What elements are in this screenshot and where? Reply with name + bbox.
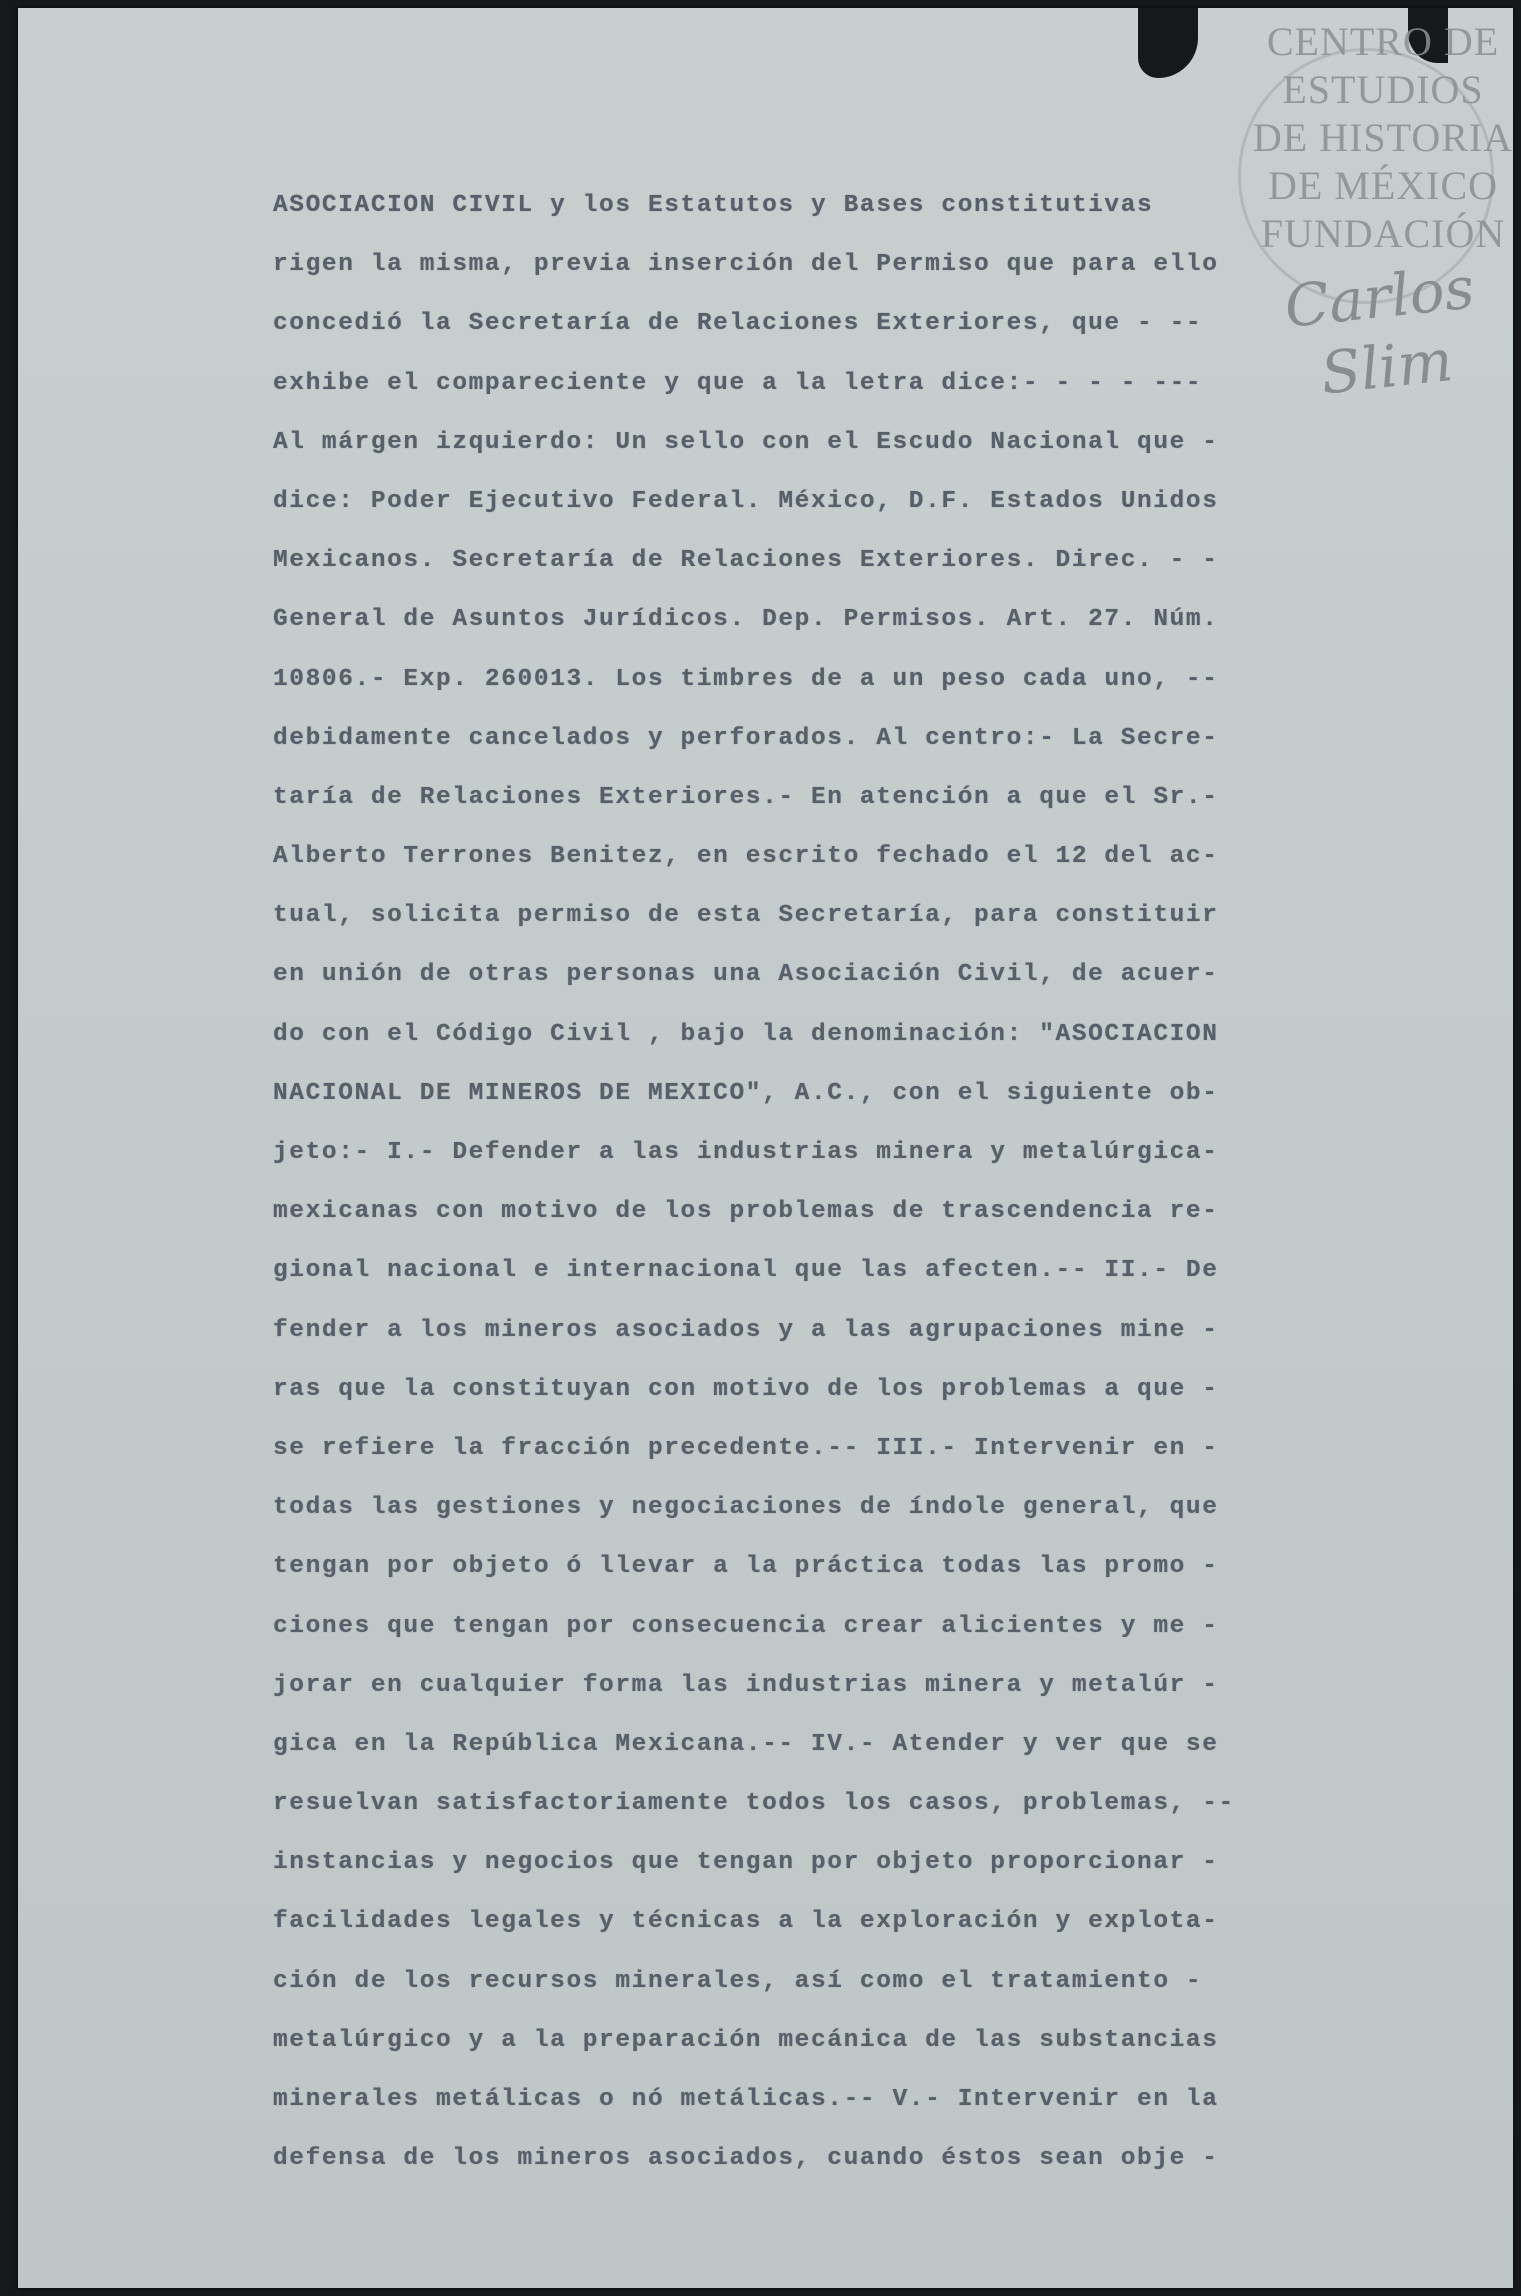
text-line: mexicanas con motivo de los problemas de trascendencia re- bbox=[273, 1198, 1219, 1226]
text-line: ras que la constituyan con motivo de los problemas a que - bbox=[273, 1375, 1219, 1403]
text-line: Mexicanos. Secretaría de Relaciones Exteriores. Direc. - - bbox=[273, 547, 1219, 575]
text-line: General de Asuntos Jurídicos. Dep. Permisos. Art. 27. Núm. bbox=[273, 606, 1219, 634]
text-line: resuelvan satisfactoriamente todos los casos, problemas, -- bbox=[273, 1790, 1235, 1818]
text-line: fender a los mineros asociados y a las agrupaciones mine - bbox=[273, 1316, 1219, 1344]
text-line: metalúrgico y a la preparación mecánica de las substancias bbox=[273, 2026, 1219, 2054]
stamp-line-1: CENTRO DE bbox=[1266, 19, 1500, 64]
text-line: ción de los recursos minerales, así como el tratamiento - bbox=[273, 1967, 1203, 1995]
text-line: concedió la Secretaría de Relaciones Exteriores, que - -- bbox=[273, 310, 1203, 338]
text-line: jeto:- I.- Defender a las industrias minera y metalúrgica- bbox=[273, 1139, 1219, 1166]
stamp-line-4: DE MÉXICO bbox=[1267, 163, 1499, 208]
text-line: defensa de los mineros asociados, cuando éstos sean obje - bbox=[273, 2145, 1219, 2173]
stamp-line-2: ESTUDIOS bbox=[1282, 67, 1484, 112]
text-line: Alberto Terrones Benitez, en escrito fechado el 12 del ac- bbox=[273, 843, 1219, 871]
text-line: jorar en cualquier forma las industrias minera y metalúr - bbox=[273, 1671, 1219, 1699]
text-line: minerales metálicas o nó metálicas.-- V.- Intervenir en la bbox=[273, 2086, 1219, 2113]
text-line: rigen la misma, previa inserción del Permiso que para ello bbox=[273, 251, 1219, 279]
text-line: gica en la República Mexicana.-- IV.- Atender y ver que se bbox=[273, 1730, 1219, 1758]
text-line: tual, solicita permiso de esta Secretaría, para constituir bbox=[273, 902, 1219, 930]
text-line: instancias y negocios que tengan por objeto proporcionar - bbox=[273, 1849, 1219, 1877]
text-line: dice: Poder Ejecutivo Federal. México, D.F. Estados Unidos bbox=[273, 487, 1219, 515]
text-line: en unión de otras personas una Asociación Civil, de acuer- bbox=[273, 961, 1219, 989]
text-line: gional nacional e internacional que las afecten.-- II.- De bbox=[273, 1257, 1219, 1285]
text-line: NACIONAL DE MINEROS DE MEXICO", A.C., con el siguiente ob- bbox=[273, 1079, 1219, 1107]
text-line: tengan por objeto ó llevar a la práctica todas las promo - bbox=[273, 1553, 1219, 1581]
text-line: do con el Código Civil , bajo la denominación: "ASOCIACION bbox=[273, 1020, 1219, 1048]
text-line: taría de Relaciones Exteriores.- En atención a que el Sr.- bbox=[273, 783, 1219, 811]
text-line: Al márgen izquierdo: Un sello con el Escudo Nacional que - bbox=[273, 428, 1219, 456]
text-line: ciones que tengan por consecuencia crear alicientes y me - bbox=[273, 1612, 1219, 1640]
signature: Carlos Slim bbox=[1281, 253, 1478, 408]
text-line: 10806.- Exp. 260013. Los timbres de a un peso cada uno, -- bbox=[273, 665, 1219, 693]
stamp-line-5: FUNDACIÓN bbox=[1260, 211, 1506, 256]
text-line: exhibe el compareciente y que a la letra dice:- - - - --- bbox=[273, 369, 1203, 397]
text-line: todas las gestiones y negociaciones de índole general, que bbox=[273, 1494, 1219, 1522]
text-line: se refiere la fracción precedente.-- III.- Intervenir en - bbox=[273, 1434, 1219, 1462]
torn-corner bbox=[1138, 8, 1198, 78]
document-page bbox=[18, 8, 1513, 2288]
text-line: debidamente cancelados y perforados. Al centro:- La Secre- bbox=[273, 724, 1219, 752]
stamp-line-3: DE HISTORIA bbox=[1252, 115, 1514, 160]
text-line: ASOCIACION CIVIL y los Estatutos y Bases constitutivas bbox=[273, 192, 1154, 219]
text-line: facilidades legales y técnicas a la exploración y explota- bbox=[273, 1908, 1219, 1936]
typewritten-body bbox=[273, 176, 1333, 2188]
